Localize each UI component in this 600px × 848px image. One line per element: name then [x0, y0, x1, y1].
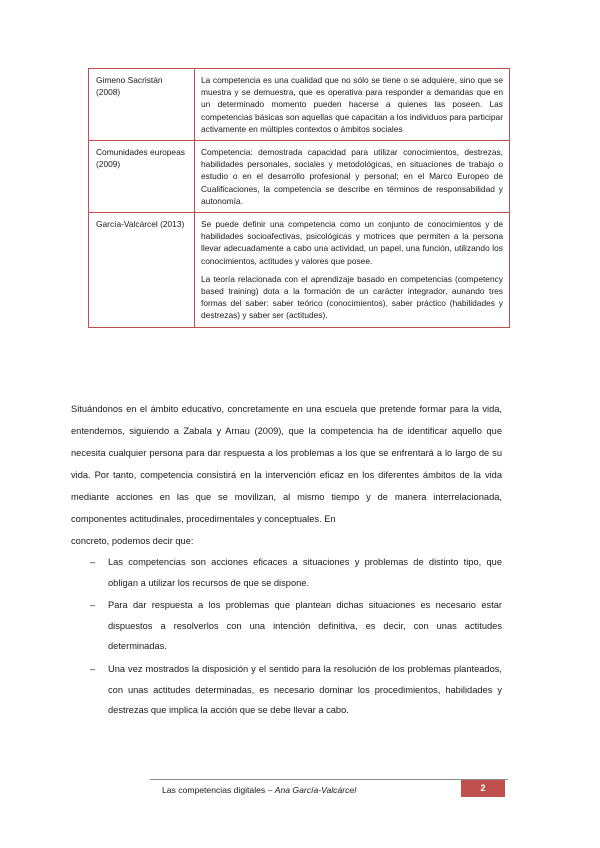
table-row — [89, 213, 510, 328]
list-marker: – — [90, 600, 96, 611]
footer-caption — [162, 783, 356, 797]
footer-author: Ana García-Valcárcel — [274, 785, 357, 795]
footer-title: Las competencias digitales — [162, 785, 266, 795]
footer-separator: – — [265, 785, 275, 795]
author-cell: Gimeno Sacristán (2008) — [89, 69, 195, 141]
list-item — [90, 659, 502, 721]
definition-paragraph: La competencia es una cualidad que no sólo se tiene o se adquiere, sino que se muestra y se demuestra, que es operativa para responder a demandas que en un determinado momento pueden hacerse a quienes las poseen. Las competencias básicas son aquellas que capacitan a los individuos para participar activamente en múltiples contextos o ámbitos sociales — [201, 75, 503, 134]
list-item-text: Para dar respuesta a los problemas que plantean dichas situaciones es necesario estar dispuestos a resolverlos con una intención definitiva, es decir, con unas actitudes determinadas. — [108, 600, 502, 652]
definition-cell — [195, 69, 510, 141]
body-paragraph-last-line: concreto, podemos decir que: — [71, 536, 194, 546]
definition-cell — [195, 213, 510, 328]
body-paragraph — [71, 398, 502, 552]
definition-paragraph: La teoría relacionada con el aprendizaje basado en competencias (competency based training) dota a la formación de un carácter integrador, aunando tres formas del saber: saber teórico (conocimientos), saber práctico (habilidades y destrezas) y saber ser (actitudes). — [201, 273, 503, 321]
author-cell: Comunidades europeas (2009) — [89, 141, 195, 213]
definition-paragraph: Se puede definir una competencia como un conjunto de conocimientos y de habilidades socioafectivas, psicológicas y motrices que permiten a la persona llevar adecuadamente a cabo una actividad, un papel, una función, utilizando los conocimientos, actitudes y valores que posee. — [201, 219, 503, 266]
table-row — [89, 69, 510, 141]
body-paragraph-text: Situándonos en el ámbito educativo, concretamente en una escuela que pretende formar para la vida, entendemos, siguiendo a Zabala y Arnau (2009), que la competencia ha de identificar aquello que necesita cualquier persona para dar respuesta a los problemas a los que se enfrentará a lo largo de su vida. Por tanto, competencia consistirá en la intervención eficaz en los diferentes ámbitos de la vida mediante acciones en las que se movilizan, al mismo tiempo y de manera interrelacionada, componentes actitudinales, procedimentales y conceptuales. En — [71, 404, 502, 524]
author-cell: García-Valcárcel (2013) — [89, 213, 195, 328]
page-number: 2 — [461, 780, 505, 797]
list-item-text: Una vez mostrados la disposición y el sentido para la resolución de los problemas planteados, con unas actitudes determinadas, es necesario dominar los procedimientos, habilidades y destrezas que implica la acción que se debe llevar a cabo. — [108, 663, 502, 716]
definition-cell — [195, 141, 510, 213]
table-row — [89, 141, 510, 213]
definition-paragraph: Competencia: demostrada capacidad para utilizar conocimientos, destrezas, habilidades personales, sociales y metodológicas, en situaciones de trabajo o estudio o en el desarrollo profesional y personal; en el Marco Europeo de Cualificaciones, la competencia se describe en términos de responsabilidad y autonomía. — [201, 147, 503, 206]
list-item — [90, 595, 502, 657]
list-item-text: Las competencias son acciones eficaces a situaciones y problemas de distinto tipo, que obligan a utilizar los recursos de que se dispone. — [108, 557, 502, 588]
bullet-list — [90, 552, 502, 723]
list-marker: – — [90, 663, 96, 674]
footer-divider — [150, 779, 508, 780]
list-marker: – — [90, 557, 96, 567]
list-item — [90, 552, 502, 593]
definitions-table — [88, 68, 510, 328]
